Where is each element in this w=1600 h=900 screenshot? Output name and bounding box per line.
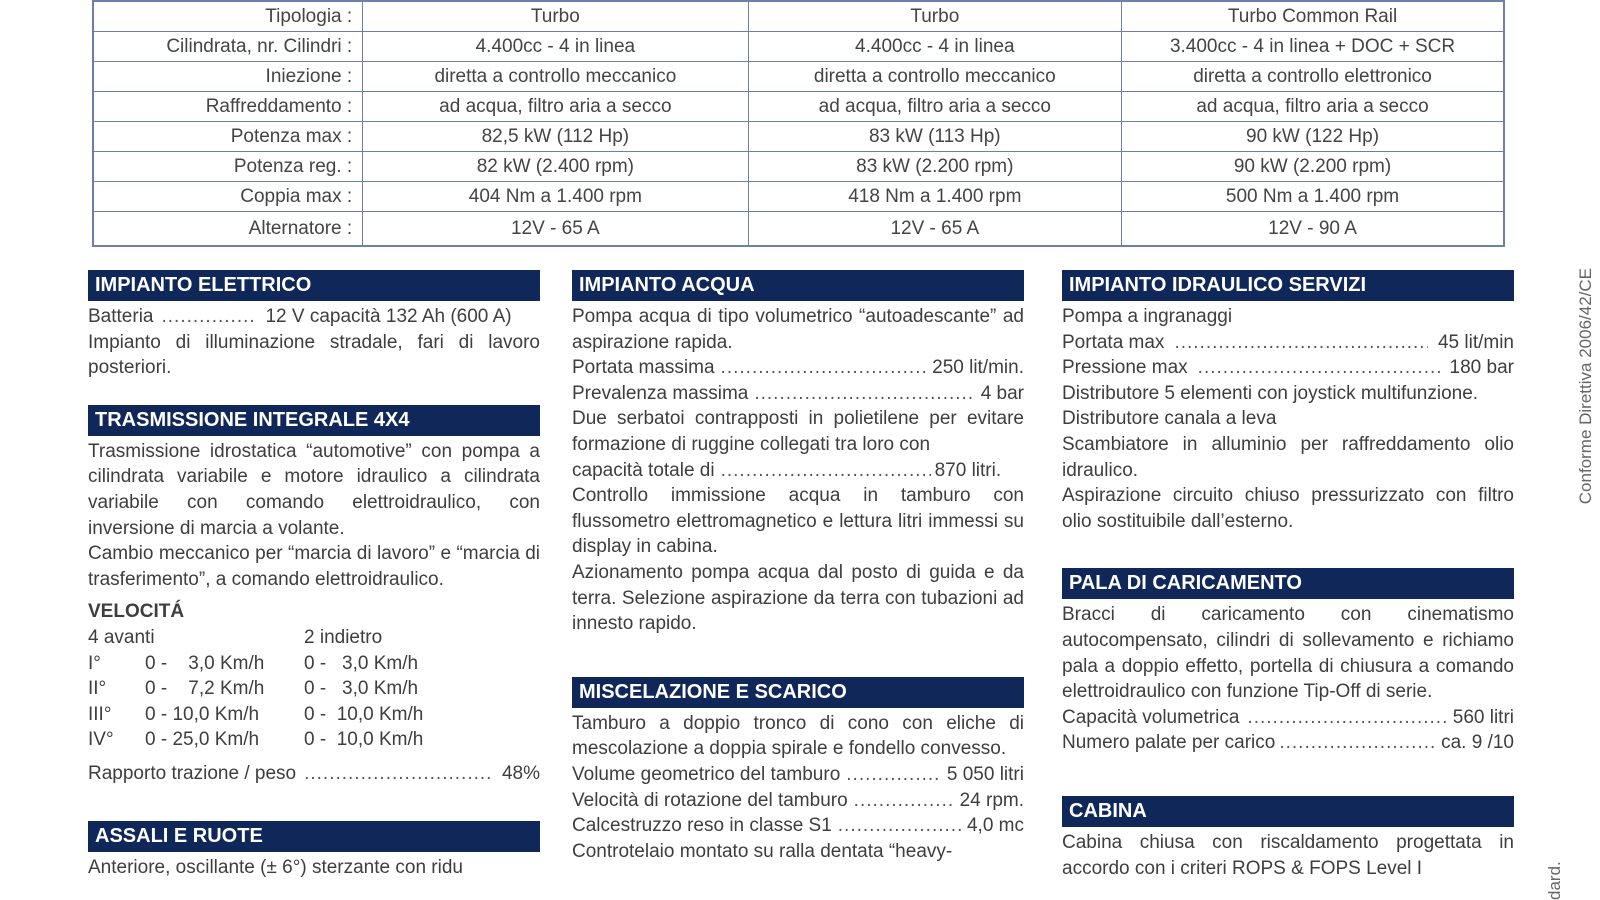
section-title-loader: PALA DI CARICAMENTO [1062,568,1514,599]
row-label: Cilindrata, nr. Cilindri : [93,32,363,62]
forward-speed: 0 - 10,0 Km/h [145,703,260,725]
cell-model-3: 500 Nm a 1.400 rpm [1122,182,1504,212]
hydraulic-row-label: Portata max [1062,331,1165,353]
hydraulic-row-label: Pressione max [1062,357,1188,379]
hydraulic-pump: Pompa a ingranaggi [1062,306,1233,327]
table-row [93,32,1504,62]
ratio-label: Rapporto trazione / peso [88,762,297,784]
dot-leader [721,355,927,381]
loader-row-label: Numero palate per carico [1062,732,1276,754]
capacity-value: 870 litri. [934,459,1002,481]
transmission-p2: Cambio meccanico per “marcia di lavoro” e “marcia di trasferimento”, a comando elettroidraulico. [88,543,540,590]
hydraulic-l4: Aspirazione circuito chiuso pressurizzato con filtro olio sostituibile dall’esterno. [1062,485,1514,532]
row-label: Alternatore : [93,212,363,247]
speed-title: VELOCITÁ [88,601,185,623]
reverse-speed: 0 - 10,0 Km/h [304,703,424,725]
battery-label: Batteria [88,306,154,327]
loader-row-value: 560 litri [1452,706,1514,728]
mixing-p2: Controtelaio montato su ralla dentata “heavy- [572,840,953,862]
head-row [572,381,1024,407]
mixing-p1: Tamburo a doppio tronco di cono con eliche di mescolazione a doppia spirale e fondello convesso. [572,712,1024,760]
hydraulic-row [1062,330,1514,356]
table-row [93,122,1504,152]
cell-model-3: diretta a controllo elettronico [1122,62,1504,92]
dot-leader [1198,355,1440,381]
row-label: Tipologia : [93,1,363,32]
mixing-row-value: 4,0 mc [966,815,1024,837]
section-title-axles: ASSALI E RUOTE [88,821,540,852]
cell-model-1: 404 Nm a 1.400 rpm [363,182,748,212]
ratio-value: 48% [501,762,540,784]
spacer [572,637,1024,677]
table-row [93,212,1504,247]
gear-label: I° [88,652,101,674]
traction-ratio-row [88,761,540,787]
table-row [93,92,1504,122]
row-label: Raffreddamento : [93,92,363,122]
loader-row-value: ca. 9 /10 [1441,732,1514,754]
dot-leader [721,458,931,484]
cell-model-2: 418 Nm a 1.400 rpm [748,182,1122,212]
column-right [1062,270,1514,881]
dot-leader [846,762,941,788]
water-p1: Pompa acqua di tipo volumetrico “autoadescante” ad aspirazione rapida. [572,306,1024,353]
dot-leader [1247,705,1448,731]
head-value: 4 bar [980,382,1024,404]
mixing-row [572,813,1024,839]
cell-model-3: 12V - 90 A [1122,212,1504,247]
cell-model-2: Turbo [748,1,1122,32]
table-row [93,1,1504,32]
dot-leader [838,813,961,839]
water-p3: Controllo immissione acqua in tamburo con flussometro elettromagnetico e lettura litri immessi su display in cabina. [572,485,1024,558]
gear-label: II° [88,678,107,700]
reverse-speed: 0 - 10,0 Km/h [304,729,424,751]
reverse-speed: 0 - 3,0 Km/h [304,652,419,674]
dot-leader [304,761,494,787]
gear-label: III° [88,703,112,725]
mixing-row-label: Calcestruzzo reso in classe S1 [572,815,832,837]
table-row [93,152,1504,182]
table-row [93,182,1504,212]
side-note-fragment: dard. [1545,861,1564,900]
spec-table-body [93,1,1504,246]
hydraulic-row-value: 180 bar [1449,357,1514,379]
row-label: Potenza reg. : [93,152,363,182]
dot-leader [1279,730,1437,756]
section-title-electric: IMPIANTO ELETTRICO [88,270,540,301]
loader-row [1062,705,1514,731]
cell-model-1: 4.400cc - 4 in linea [363,32,748,62]
row-label: Iniezione : [93,62,363,92]
capacity-label: capacità totale di [572,459,715,481]
cell-model-1: Turbo [363,1,748,32]
water-p2: Due serbatoi contrapposti in polietilene per evitare formazione di ruggine collegati tra loro con [572,408,1024,455]
cell-model-2: diretta a controllo meccanico [748,62,1122,92]
cell-model-1: diretta a controllo meccanico [363,62,748,92]
mixing-row [572,762,1024,788]
engine-spec-table [92,0,1505,247]
spacer [1062,756,1514,796]
dot-leader [754,381,974,407]
cabin-text: Cabina chiusa con riscaldamento progettata in accordo con i criteri ROPS & FOPS Level I [1062,831,1514,879]
reverse-speed: 0 - 3,0 Km/h [304,678,419,700]
loader-row [1062,730,1514,756]
hydraulic-row [1062,355,1514,381]
mixing-row [572,788,1024,814]
hydraulic-l1: Distributore 5 elementi con joystick multifunzione. [1062,382,1479,404]
hydraulic-row-value: 45 lit/min [1437,331,1514,353]
forward-label: 4 avanti [88,626,155,648]
forward-speed: 0 - 25,0 Km/h [145,729,260,751]
spacer [88,787,540,821]
cell-model-3: 90 kW (122 Hp) [1122,122,1504,152]
cell-model-1: ad acqua, filtro aria a secco [363,92,748,122]
cell-model-3: Turbo Common Rail [1122,1,1504,32]
battery-value: 12 V capacità 132 Ah (600 A) [265,306,512,327]
row-label: Potenza max : [93,122,363,152]
cell-model-2: ad acqua, filtro aria a secco [748,92,1122,122]
row-label: Coppia max : [93,182,363,212]
column-middle [572,270,1024,864]
cell-model-2: 83 kW (113 Hp) [748,122,1122,152]
spacer [88,381,540,405]
section-title-transmission: TRASMISSIONE INTEGRALE 4X4 [88,405,540,436]
water-p4: Azionamento pompa acqua dal posto di guida e da terra. Selezione aspirazione da terra con tubazioni ad innesto rapido. [572,561,1024,635]
cell-model-2: 12V - 65 A [748,212,1122,247]
table-row [93,62,1504,92]
head-label: Prevalenza massima [572,382,749,404]
loader-row-label: Capacità volumetrica [1062,706,1240,728]
cell-model-3: ad acqua, filtro aria a secco [1122,92,1504,122]
flow-label: Portata massima [572,357,715,379]
flow-value: 250 lit/min. [932,357,1024,379]
flow-row [572,355,1024,381]
cell-model-2: 83 kW (2.200 rpm) [748,152,1122,182]
hydraulic-l3: Scambiatore in alluminio per raffreddamento olio idraulico. [1062,433,1514,481]
speed-table [88,625,540,753]
dot-leader [854,788,954,814]
mixing-row-value: 5 050 litri [946,763,1024,785]
spacer [1062,534,1514,568]
section-title-water: IMPIANTO ACQUA [572,270,1024,301]
battery-row [88,304,540,330]
gear-label: IV° [88,729,114,751]
loader-p1: Bracci di caricamento con cinematismo autocompensato, cilindri di sollevamento e richiamo pala a doppio effetto, portella di chiusura a comando elettroidraulico con funzione Tip-Off di serie. [1062,604,1514,703]
mixing-row-label: Velocità di rotazione del tamburo [572,789,848,811]
section-title-hydraulic: IMPIANTO IDRAULICO SERVIZI [1062,270,1514,301]
mixing-row-value: 24 rpm. [959,789,1024,811]
directive-side-note: Conforme Direttiva 2006/42/CE [1576,268,1595,505]
cell-model-1: 82,5 kW (112 Hp) [363,122,748,152]
axles-text: Anteriore, oscillante (± 6°) sterzante con ridu [88,856,463,878]
section-title-cabin: CABINA [1062,796,1514,827]
cell-model-1: 12V - 65 A [363,212,748,247]
cell-model-1: 82 kW (2.400 rpm) [363,152,748,182]
reverse-label: 2 indietro [304,626,383,648]
transmission-p1: Trasmissione idrostatica “automotive” con pompa a cilindrata variabile e motore idraulico a cilindrata variabile con comando elettroidraulico, con inversione di marcia a volante. [88,440,540,539]
forward-speed: 0 - 3,0 Km/h [145,652,265,674]
capacity-row [572,458,1024,484]
cell-model-3: 3.400cc - 4 in linea + DOC + SCR [1122,32,1504,62]
section-title-mixing: MISCELAZIONE E SCARICO [572,677,1024,708]
electric-text: Impianto di illuminazione stradale, fari di lavoro posteriori. [88,331,540,379]
hydraulic-l2: Distributore canala a leva [1062,408,1277,430]
column-left [88,270,540,880]
dot-leader [161,304,257,330]
dot-leader [1174,330,1428,356]
forward-speed: 0 - 7,2 Km/h [145,678,265,700]
cell-model-3: 90 kW (2.200 rpm) [1122,152,1504,182]
cell-model-2: 4.400cc - 4 in linea [748,32,1122,62]
mixing-row-label: Volume geometrico del tamburo [572,763,841,785]
